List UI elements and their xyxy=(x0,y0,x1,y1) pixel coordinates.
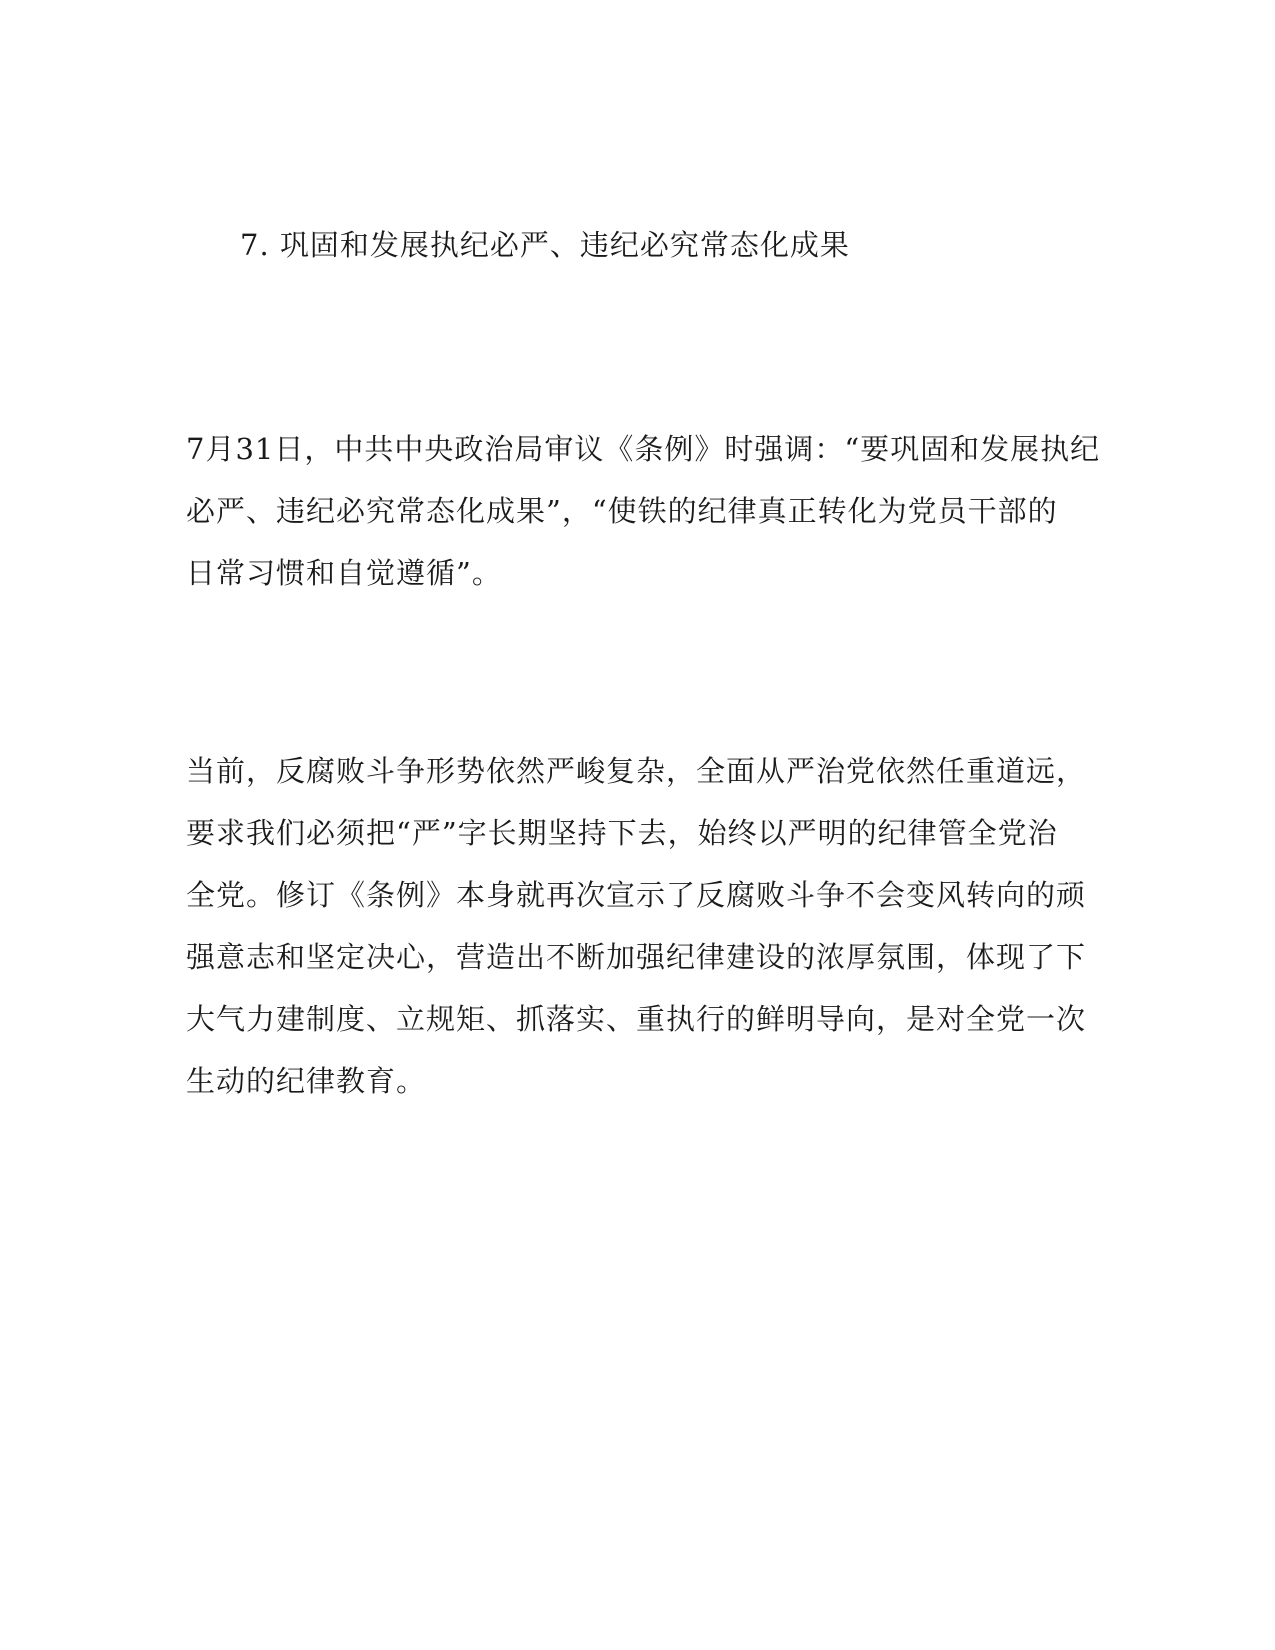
paragraph-line: 日常习惯和自觉遵循”。 xyxy=(186,556,502,590)
paragraph-line: 7月31日，中共中央政治局审议《条例》时强调：“要巩固和发展执纪 xyxy=(186,432,1101,466)
paragraph-line: 全党。修订《条例》本身就再次宣示了反腐败斗争不会变风转向的顽 xyxy=(186,878,1087,912)
paragraph-politburo-review xyxy=(186,418,1101,604)
paragraph-line: 必严、违纪必究常态化成果”，“使铁的纪律真正转化为党员干部的 xyxy=(186,494,1058,528)
section-heading: 7. 巩固和发展执纪必严、违纪必究常态化成果 xyxy=(240,228,850,262)
paragraph-line: 生动的纪律教育。 xyxy=(186,1064,427,1098)
paragraph-line: 当前，反腐败斗争形势依然严峻复杂，全面从严治党依然任重道远， xyxy=(186,754,1087,788)
paragraph-line: 要求我们必须把“严”字长期坚持下去，始终以严明的纪律管全党治 xyxy=(186,816,1058,850)
paragraph-line: 大气力建制度、立规矩、抓落实、重执行的鲜明导向，是对全党一次 xyxy=(186,1002,1087,1036)
paragraph-current-situation xyxy=(186,740,1087,1112)
paragraph-line: 强意志和坚定决心，营造出不断加强纪律建设的浓厚氛围，体现了下 xyxy=(186,940,1087,974)
